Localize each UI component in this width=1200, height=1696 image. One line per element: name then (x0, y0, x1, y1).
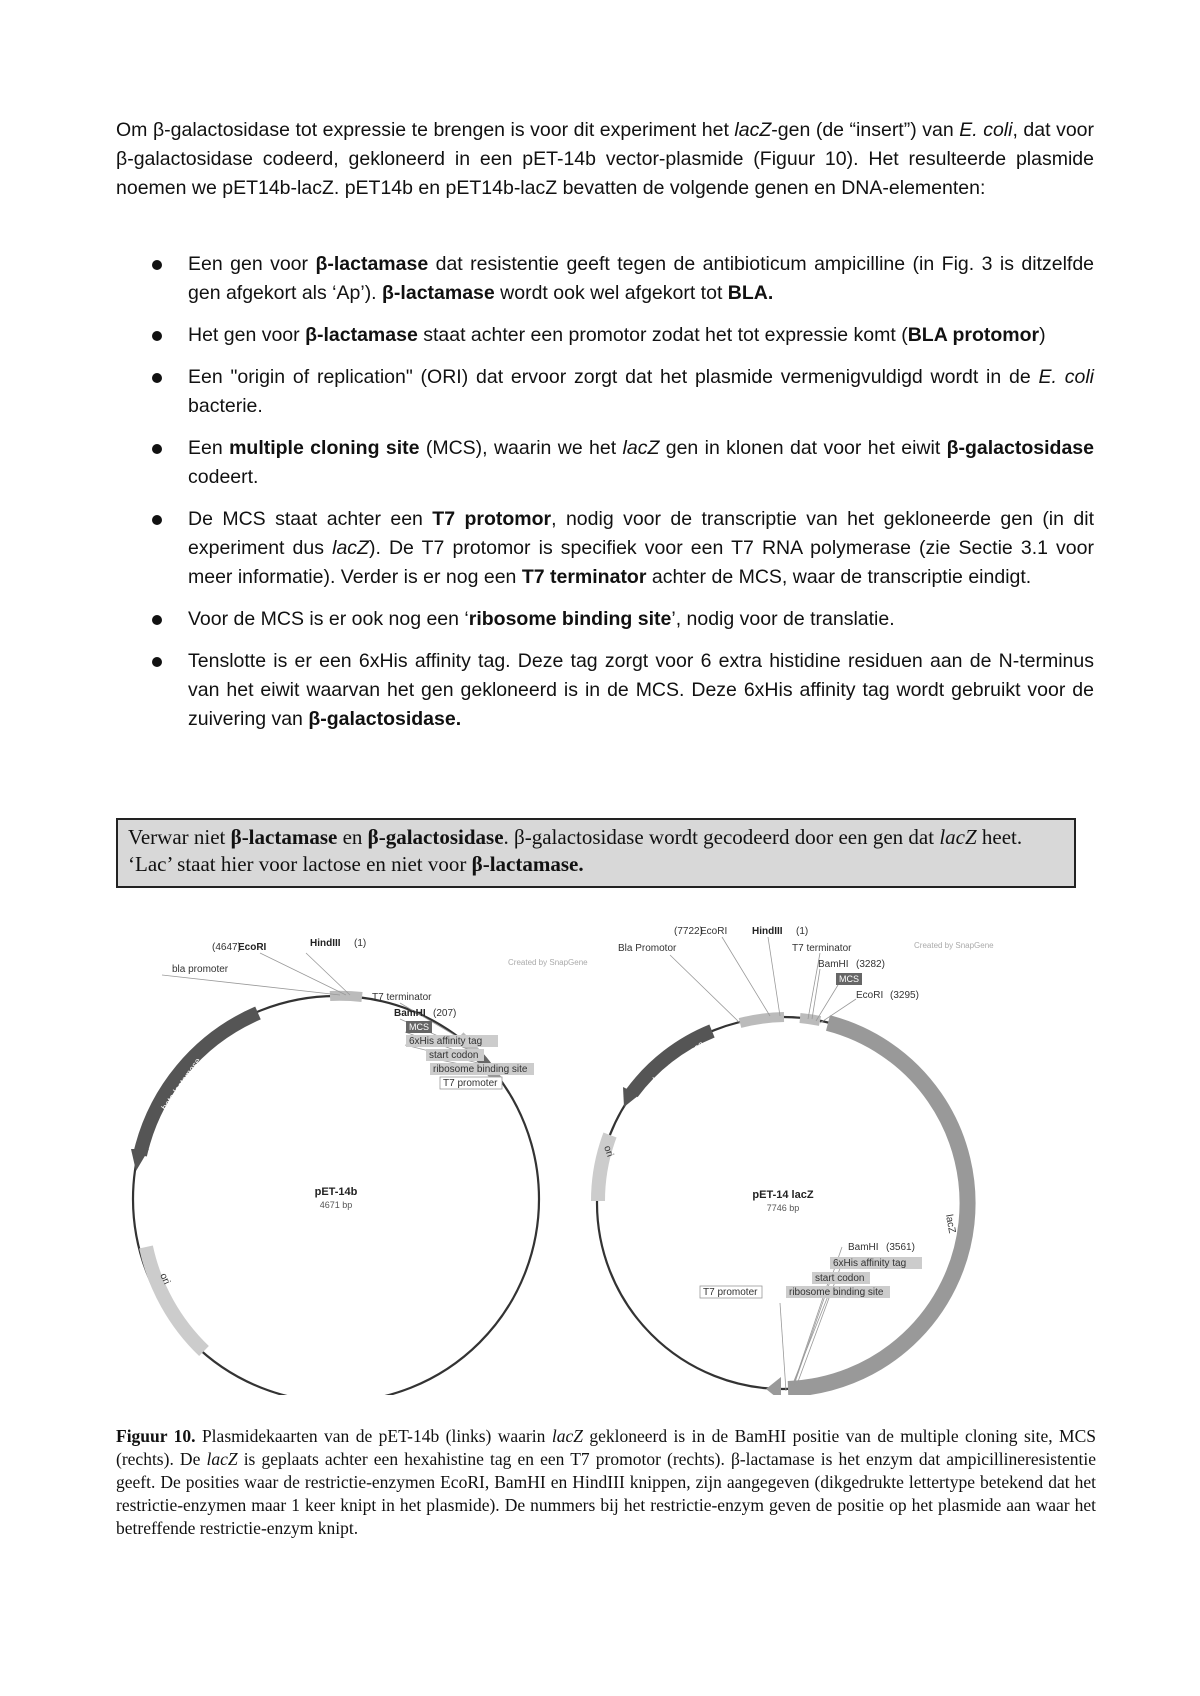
mcs-label: MCS (409, 1022, 429, 1032)
caption-italic: lacZ (551, 1426, 583, 1446)
item-bold: BLA. (727, 282, 774, 304)
plasmid-map-right (597, 926, 994, 1395)
item-text: ) (1039, 324, 1046, 346)
item-text: ’, nodig voor de translatie. (671, 608, 895, 630)
item-italic: E. coli (1038, 366, 1094, 388)
warning-italic: lacZ (939, 825, 977, 849)
item-bold: BLA protomor (907, 324, 1040, 346)
intro-italic-ecoli: E. coli (959, 119, 1013, 141)
warning-bold: β-lactamase. (471, 852, 584, 876)
beta-lactamase-arrow-icon (131, 1149, 149, 1171)
ecori-label: EcoRI (856, 990, 884, 1001)
bamhi-position: (3561) (886, 1242, 915, 1253)
caption-text: is geplaats achter een hexahistine tag en een T7 promotor (rechts). β-lactamase is het enzym dat ampicillineresistentie geeft. De posities waar de restrictie-enzymen EcoRI, BamHI en HindIII knippen, zijn aangegeven (dikgedrukte lettertype betekend dat het restrictie-enzymen maar 1 keer knipt in het plasmide). De nummers bij het restrictie-enzym geven de positie op het plasmide aan waar het betreffende restrictie-enzym knipt. (116, 1449, 1096, 1538)
lacz-feature (788, 1023, 968, 1389)
bamhi-label: BamHI (394, 1008, 426, 1019)
plasmid-size: 4671 bp (319, 1200, 353, 1210)
ori-label: ori (157, 1271, 172, 1287)
ori-feature (146, 1247, 204, 1351)
bla-promoter-label: bla promoter (172, 964, 229, 975)
warning-box (116, 818, 1076, 888)
ecori-position: (3295) (890, 990, 919, 1001)
warning-bold: β-lactamase (230, 825, 338, 849)
intro-paragraph (116, 116, 1094, 203)
hindiii-position: (1) (354, 938, 367, 949)
item-bold: β-lactamase (382, 282, 495, 304)
his-tag-label: 6xHis affinity tag (409, 1036, 483, 1047)
bamhi-position: (207) (433, 1008, 457, 1019)
caption-italic: lacZ (206, 1449, 238, 1469)
item-text: dat resistentie geeft tegen de antibioticum ampicilline (in Fig. 3 is ditzelfde gen afgekort als ‘Ap’). (188, 253, 1095, 304)
beta-lactamase-feature (140, 1013, 258, 1155)
snapgene-watermark: Created by SnapGene (508, 958, 588, 967)
plasmid-title: pET-14b (314, 1186, 358, 1198)
bamhi-label: BamHI (818, 959, 849, 970)
rbs-label: ribosome binding site (789, 1287, 884, 1298)
rbs-label: ribosome binding site (433, 1064, 528, 1075)
plasmid-map-left (131, 938, 588, 1395)
mcs-label: MCS (839, 974, 859, 984)
item-bold: T7 protomor (432, 508, 552, 530)
bla-promoter-label: Bla Promotor (618, 943, 677, 954)
warning-text: heet. ‘Lac’ staat hier voor lactose en niet voor (128, 825, 1023, 876)
intro-text: -gen (de “insert”) van (771, 119, 960, 141)
ori-label: ori (601, 1144, 616, 1159)
caption-text: gekloneerd is in de BamHI positie van de multiple cloning site, MCS (rechts). De (116, 1426, 1097, 1469)
ecori-label: EcoRI (700, 926, 728, 937)
hindiii-label: HindIII (310, 938, 341, 949)
list-item (116, 434, 1094, 492)
caption-figure-number: Figuur 10. (116, 1426, 196, 1446)
item-text: bacterie. (188, 395, 263, 417)
item-text: ). De T7 protomor is specifiek voor een T7 RNA polymerase (zie Sectie 3.1 voor meer informatie). Verder is er nog een (188, 537, 1094, 588)
item-text: Voor de MCS is er ook nog een ‘ (188, 608, 469, 630)
intro-italic-lacz: lacZ (734, 119, 772, 141)
bullet-icon (152, 444, 162, 454)
bullet-icon (152, 615, 162, 625)
bla-promoter-feature (740, 1017, 784, 1023)
hindiii-label: HindIII (752, 926, 783, 937)
intro-text: , dat voor β-galactosidase codeerd, gekloneerd in een pET-14b vector-plasmide (Figuur 10). Het resulteerde plasmide noemen we pET14b-lacZ. pET14b en pET14b-lacZ bevatten de volgende genen en DNA-elementen: (116, 119, 1094, 199)
bullet-icon (152, 373, 162, 383)
start-codon-label: start codon (429, 1050, 479, 1061)
list-item (116, 505, 1094, 592)
warning-text: Verwar niet (128, 825, 231, 849)
item-text: achter de MCS, waar de transcriptie eindigt. (646, 566, 1032, 588)
element-list (116, 250, 1094, 747)
item-bold: β-galactosidase. (308, 708, 462, 730)
start-codon-label: start codon (815, 1273, 865, 1284)
item-bold: β-galactosidase (946, 437, 1094, 459)
bullet-icon (152, 331, 162, 341)
item-text: Tenslotte is er een 6xHis affinity tag. Deze tag zorgt voor 6 extra histidine residuen aan de N-terminus van het eiwit waarvan het gen gekloneerd is in de MCS. Deze 6xHis affinity tag wordt gebruikt voor de zuivering van (188, 650, 1094, 730)
bullet-icon (152, 657, 162, 667)
plasmid-size: 7746 bp (766, 1203, 800, 1213)
beta-lactamase-label: beta-lactamase (159, 1055, 203, 1113)
ecori-position: (7722) (674, 926, 703, 937)
item-bold: ribosome binding site (468, 608, 672, 630)
bamhi-label: BamHI (848, 1242, 879, 1253)
ecori-label: EcoRI (238, 942, 267, 953)
warning-bold: β-galactosidase (367, 825, 504, 849)
item-italic: lacZ (622, 437, 660, 459)
item-bold: β-lactamase (315, 253, 429, 275)
warning-text: en (337, 825, 368, 849)
list-item (116, 321, 1094, 350)
warning-text: . β-galactosidase wordt gecodeerd door een gen dat (503, 825, 940, 849)
item-text: , nodig voor de transcriptie van het gekloneerde gen (in dit experiment dus (188, 508, 1094, 559)
item-text: gen in klonen dat voor het eiwit (659, 437, 947, 459)
item-text: Een "origin of replication" (ORI) dat ervoor zorgt dat het plasmide vermenigvuldigd wordt in de (188, 366, 1039, 388)
t7-terminator-label: T7 terminator (372, 992, 432, 1003)
item-text: wordt ook wel afgekort tot (494, 282, 728, 304)
bullet-icon (152, 260, 162, 270)
snapgene-watermark: Created by SnapGene (914, 941, 994, 950)
item-text: Het gen voor (188, 324, 306, 346)
bamhi-position: (3282) (856, 959, 885, 970)
item-text: codeert. (188, 466, 259, 488)
ecori-position: (4647) (212, 942, 241, 953)
hindiii-position: (1) (796, 926, 809, 937)
item-text: (MCS), waarin we het (419, 437, 623, 459)
item-text: staat achter een promotor zodat het tot expressie komt ( (417, 324, 908, 346)
t7-terminator-label: T7 terminator (792, 943, 852, 954)
intro-text: β-galactosidase tot expressie te brengen is voor dit experiment het (152, 119, 735, 141)
plasmid-title: pET-14 lacZ (752, 1189, 814, 1201)
list-item (116, 647, 1094, 734)
beta-lactamase-label: beta-lactamase (651, 1038, 706, 1085)
bullet-icon (152, 515, 162, 525)
item-text: Een (188, 437, 230, 459)
lacz-arrow-icon (766, 1377, 781, 1395)
item-text: De MCS staat achter een (188, 508, 433, 530)
t7-promoter-label: T7 promoter (703, 1287, 758, 1298)
item-bold: multiple cloning site (229, 437, 420, 459)
lacz-label: lacZ (943, 1213, 958, 1235)
intro-text: Om (116, 119, 153, 141)
item-text: Een gen voor (188, 253, 316, 275)
item-bold: T7 terminator (521, 566, 647, 588)
plasmid-maps-figure (100, 915, 1100, 1395)
list-item (116, 363, 1094, 421)
his-tag-label: 6xHis affinity tag (833, 1258, 907, 1269)
t7-promoter-label: T7 promoter (443, 1078, 498, 1089)
caption-text: Plasmidekaarten van de pET-14b (links) waarin (195, 1426, 552, 1446)
list-item (116, 605, 1094, 634)
item-italic: lacZ (332, 537, 369, 559)
bla-promoter-feature (330, 996, 362, 997)
list-item (116, 250, 1094, 308)
figure-caption (116, 1425, 1096, 1540)
item-bold: β-lactamase (305, 324, 418, 346)
